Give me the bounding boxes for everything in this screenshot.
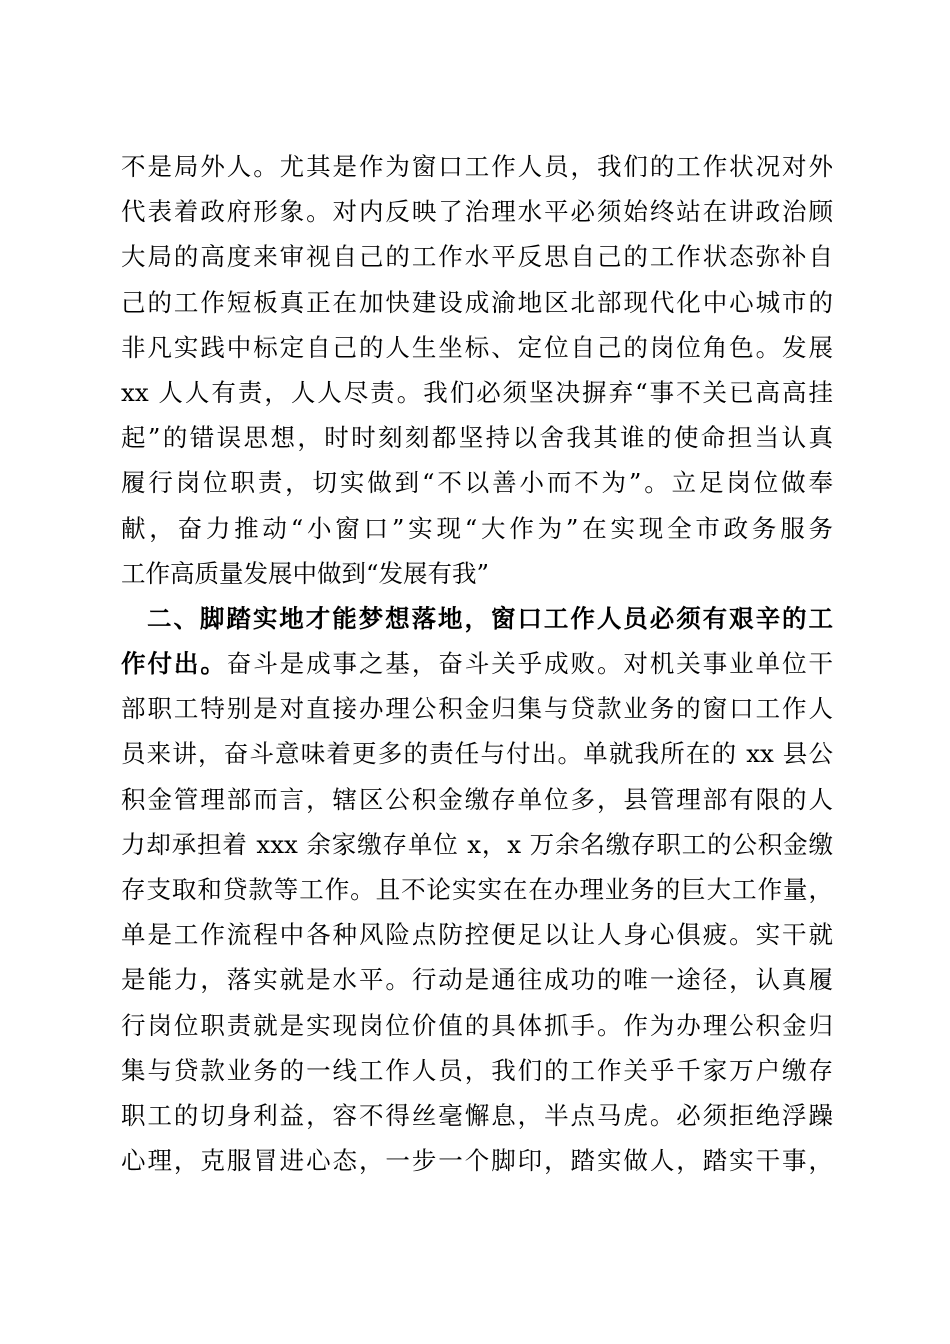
text-line: 单是工作流程中各种风险点防控便足以让人身心俱疲。实干就 bbox=[121, 920, 833, 950]
text-line: 非凡实践中标定自己的人生坐标、定位自己的岗位角色。发展 bbox=[121, 332, 833, 362]
text-line: 行岗位职责就是实现岗位价值的具体抓手。作为办理公积金归 bbox=[121, 1010, 833, 1040]
text-line: 是能力，落实就是水平。行动是通往成功的唯一途径，认真履 bbox=[121, 965, 833, 995]
text-line: 大局的高度来审视自己的工作水平反思自己的工作状态弥补自 bbox=[121, 242, 833, 272]
text-line: 员来讲，奋斗意味着更多的责任与付出。单就我所在的 xx 县公 bbox=[121, 739, 833, 769]
text-line: 存支取和贷款等工作。且不论实实在在办理业务的巨大工作量， bbox=[121, 875, 833, 904]
text-line: 积金管理部而言，辖区公积金缴存单位多，县管理部有限的人 bbox=[121, 784, 833, 814]
section-heading-text: 作付出。 bbox=[121, 649, 227, 679]
text-line: 献，奋力推动“小窗口”实现“大作为”在实现全市政务服务 bbox=[121, 513, 833, 543]
section-heading bbox=[121, 596, 833, 641]
text-line: 部职工特别是对直接办理公积金归集与贷款业务的窗口工作人 bbox=[121, 694, 833, 724]
section-heading-text: 二、脚踏实地才能梦想落地，窗口工作人员必须有艰辛的工 bbox=[147, 603, 833, 633]
text-line: xx 人人有责，人人尽责。我们必须坚决摒弃“事不关已高高挂 bbox=[121, 377, 833, 407]
body-text bbox=[121, 144, 833, 1183]
text-line: 起”的错误思想，时时刻刻都坚持以舍我其谁的使命担当认真 bbox=[121, 423, 833, 453]
text-line: 集与贷款业务的一线工作人员，我们的工作关乎千家万户缴存 bbox=[121, 1055, 833, 1085]
text-line bbox=[121, 641, 833, 686]
text-line: 代表着政府形象。对内反映了治理水平必须始终站在讲政治顾 bbox=[121, 197, 833, 227]
text-line: 履行岗位职责，切实做到“不以善小而不为”。立足岗位做奉 bbox=[121, 468, 833, 498]
text-line: 力却承担着 xxx 余家缴存单位 x，x 万余名缴存职工的公积金缴 bbox=[121, 829, 833, 859]
text-line: 不是局外人。尤其是作为窗口工作人员，我们的工作状况对外 bbox=[121, 152, 833, 181]
text-run: 奋斗是成事之基，奋斗关乎成败。对机关事业单位干 bbox=[226, 649, 833, 679]
text-line: 工作高质量发展中做到“发展有我” bbox=[121, 558, 490, 588]
text-line: 己的工作短板真正在加快建设成渝地区北部现代化中心城市的 bbox=[121, 287, 833, 317]
text-line: 职工的切身利益，容不得丝毫懈息，半点马虎。必须拒绝浮躁 bbox=[121, 1100, 833, 1130]
text-line: 心理，克服冒进心态，一步一个脚印，踏实做人，踏实干事， bbox=[121, 1146, 833, 1176]
